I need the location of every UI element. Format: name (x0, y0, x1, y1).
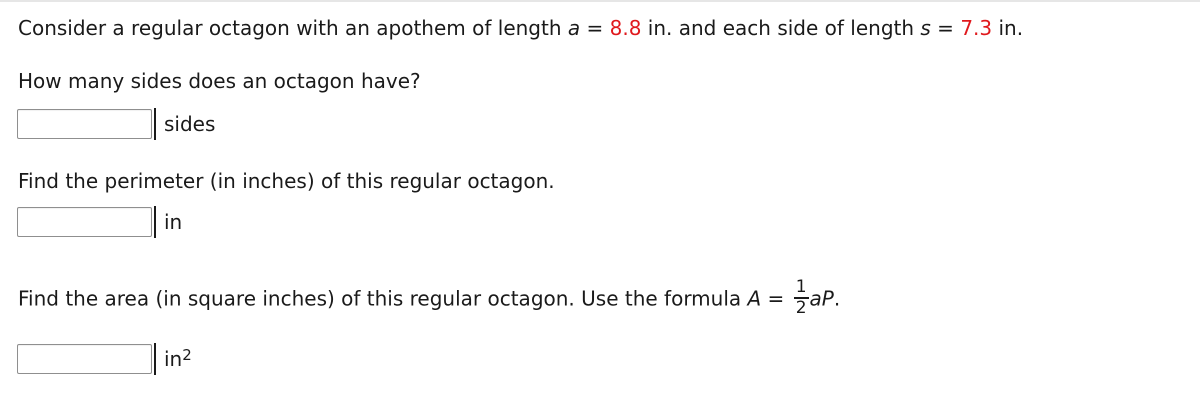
question-3-answer-row (17, 343, 192, 375)
formula-period: . (833, 286, 841, 311)
formula-aP: aP (809, 286, 834, 311)
perimeter-answer-input[interactable] (17, 207, 152, 237)
question-2-answer-row (17, 206, 182, 238)
equals-sign: = (761, 286, 791, 311)
top-divider (0, 0, 1200, 2)
fraction-numerator: 1 (795, 277, 807, 297)
area-unit-base: in (164, 347, 183, 371)
sides-answer-input[interactable] (17, 109, 152, 139)
perimeter-unit-label: in (154, 206, 182, 238)
question-2-prompt: Find the perimeter (in inches) of this regular octagon. (18, 169, 555, 193)
area-variable: A (747, 286, 762, 311)
one-half-fraction (794, 278, 809, 318)
equals-sign: = (580, 16, 610, 40)
intro-text-middle: in. and each side of length (641, 16, 921, 40)
question-1-answer-row (17, 108, 215, 140)
area-prompt-text: Find the area (in square inches) of this regular octagon. Use the formula (18, 286, 748, 311)
problem-statement (18, 16, 1023, 40)
area-unit-exponent: 2 (182, 346, 192, 364)
area-answer-input[interactable] (17, 344, 152, 374)
side-variable: s (920, 16, 931, 40)
intro-text-end: in. (992, 16, 1024, 40)
question-3-prompt (18, 277, 841, 320)
equals-sign: = (930, 16, 961, 40)
apothem-value: 8.8 (609, 16, 642, 40)
question-1-prompt: How many sides does an octagon have? (18, 69, 421, 93)
apothem-variable: a (567, 16, 581, 40)
side-value: 7.3 (960, 16, 993, 40)
sides-unit-label: sides (154, 108, 215, 140)
area-unit-label (154, 343, 192, 375)
intro-text-start: Consider a regular octagon with an apothem of length (18, 16, 568, 40)
fraction-denominator: 2 (795, 297, 807, 318)
